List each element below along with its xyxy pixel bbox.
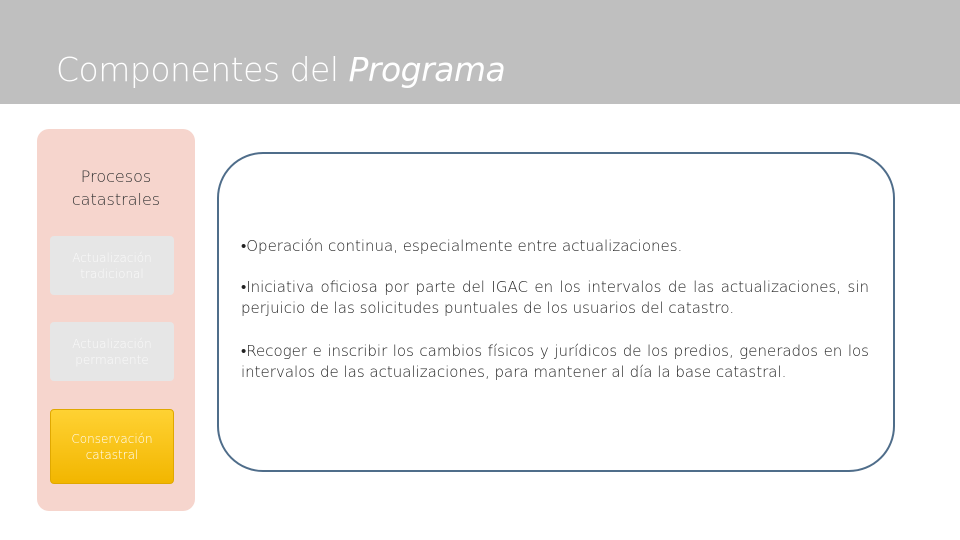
card-actualizacion-permanente[interactable]	[50, 322, 174, 381]
bullet-item: •Operación continua, especialmente entre actualizaciones.	[241, 237, 683, 255]
slide-title	[56, 50, 505, 89]
bullet-item: •Recoger e inscribir los cambios físicos y jurídicos de los predios, generados en los intervalos de las actualizaciones, para mantener al día la base catastral.	[241, 342, 869, 381]
panel-heading: Procesos catastrales	[71, 167, 161, 209]
card-actualizacion-tradicional[interactable]	[50, 236, 174, 295]
card-label: Actualización permanente	[72, 336, 152, 367]
card-label: Conservación catastral	[71, 431, 153, 462]
title-emphasis-text: Programa	[348, 50, 506, 89]
processes-panel	[37, 129, 195, 511]
card-label: Actualización tradicional	[72, 250, 152, 281]
title-bar	[0, 0, 960, 104]
bullet-item: •Iniciativa oficiosa por parte del IGAC en los intervalos de las actualizaciones, sin perjuicio de las solicitudes puntuales de los usuarios del catastro.	[241, 278, 869, 317]
card-conservacion-catastral[interactable]	[50, 409, 174, 484]
title-plain-text: Componentes del	[56, 50, 349, 89]
bullet-list	[241, 236, 869, 405]
description-box	[217, 152, 895, 472]
